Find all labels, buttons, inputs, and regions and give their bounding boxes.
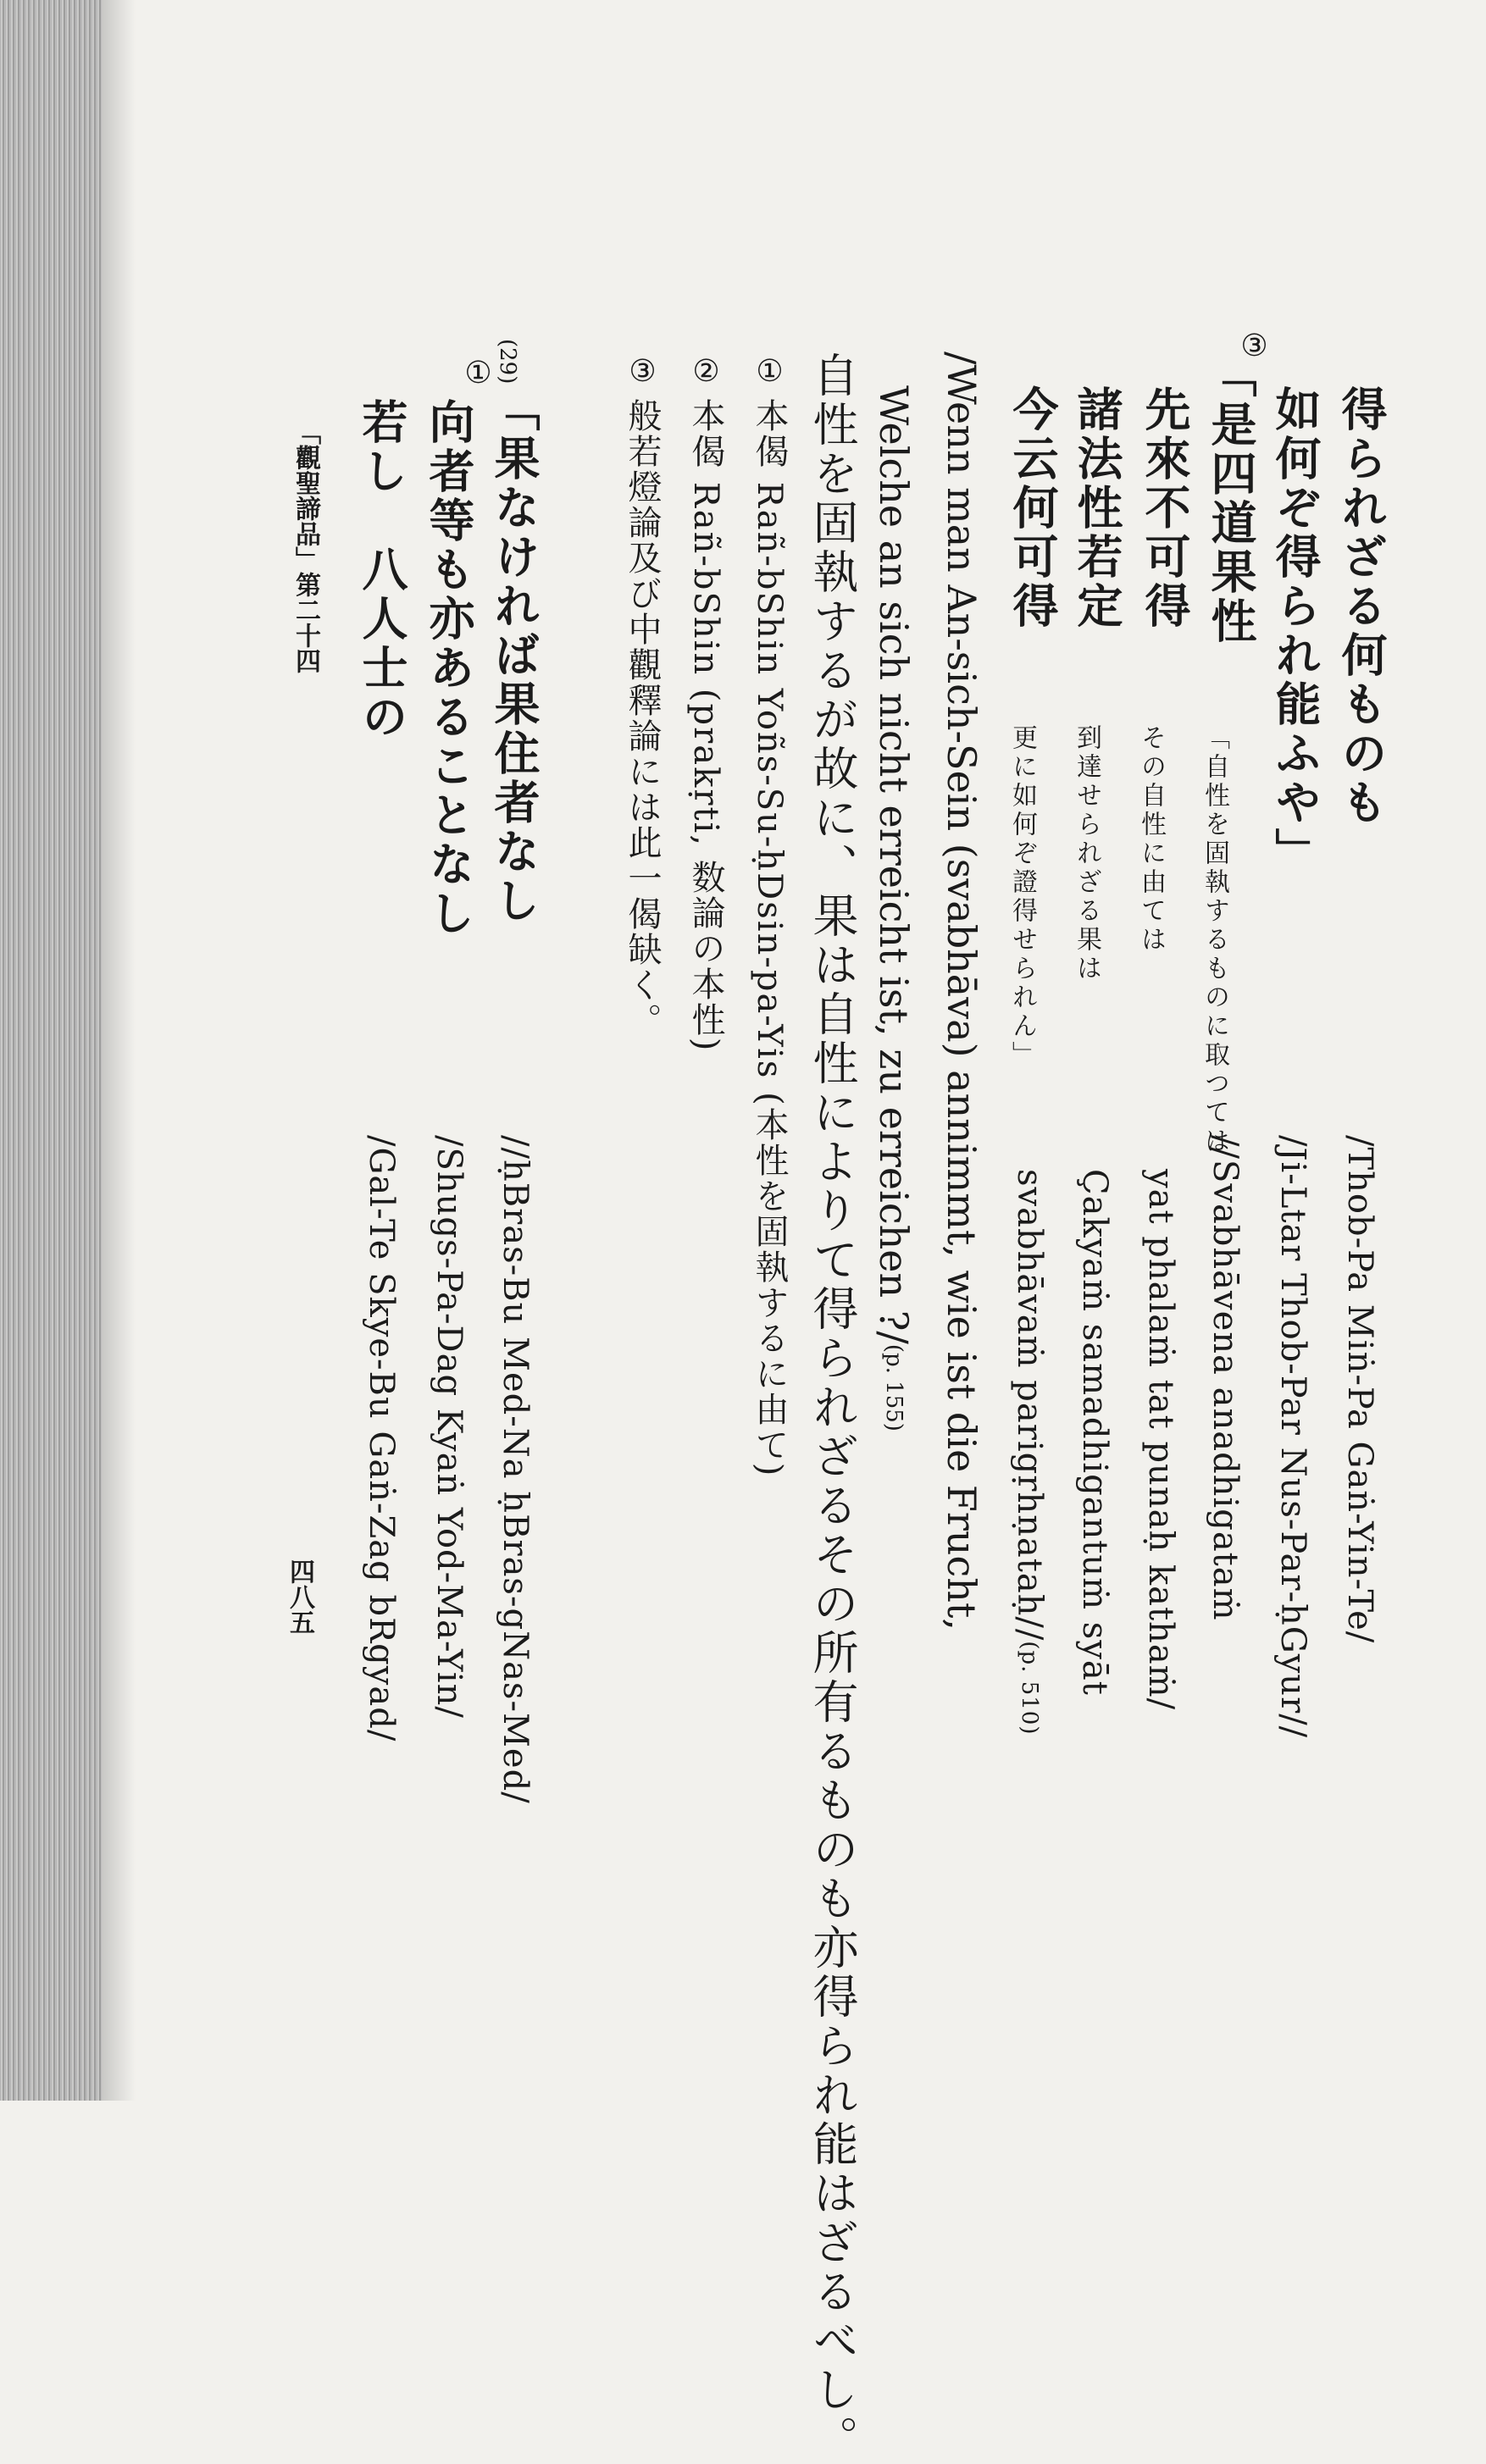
gloss-line-4: 更に如何ぞ證得せられん」	[1007, 724, 1037, 1070]
tibetan-line-1: /Thob-Pa Miṅ-Pa Gaṅ-Yin-Te/	[1340, 1135, 1379, 1644]
binding-gutter-shadow	[0, 0, 102, 2101]
verse29-line-1: 「果なければ果住者なし	[487, 385, 541, 926]
tibetan29-line-2: /Shugs-Pa-Dag Kyaṅ Yod-Ma-Yin/	[430, 1135, 469, 1719]
verse-line-6: 今云何可得	[1006, 385, 1060, 631]
footnote-1: 本偈 Rañ-bShin Yoñs-Su-ḥDsin-pa-Yis (本性を固執するに由て)	[750, 398, 789, 1478]
sanskrit-line-1: //Svabhāvena anadhigataṁ	[1206, 1135, 1245, 1621]
footnote-marker-2: ②	[689, 354, 724, 389]
verse-line-1: 得られざる何ものも	[1334, 385, 1389, 828]
verse-line-4: 先來不可得	[1138, 385, 1192, 631]
verse-line-3: 「是四道果性	[1204, 352, 1258, 646]
footnote-marker-1: ①	[752, 354, 787, 389]
note-marker-1: ①	[461, 356, 496, 390]
verse-line-5: 諸法性若定	[1070, 385, 1124, 631]
verse29-line-2: 向者等も亦あることなし	[422, 398, 476, 939]
verse29-line-3: 若し 八人士の	[355, 398, 409, 742]
gloss-line-2: その自性に由ては	[1136, 724, 1166, 955]
footnote-3: 般若燈論及び中觀釋論には此一偈缺く。	[623, 398, 662, 1038]
tibetan-line-2: /Ji-Ltar Thob-Par Nus-Par-ḥGyur//	[1273, 1135, 1312, 1739]
gloss-line-1: 「自性を固執するものに取つては	[1200, 724, 1229, 1156]
tibetan29-line-1: //ḥBras-Bu Med-Na ḥBras-gNas-Med/	[496, 1135, 535, 1804]
footnote-marker-3: ③	[625, 354, 660, 389]
german-translation-line-2: Welche an sich nicht erreicht ist, zu erreichen ?/(p. 155)	[871, 385, 917, 1431]
sanskrit-line-2: yat phalaṁ tat punaḥ kathaṁ/	[1141, 1169, 1180, 1711]
verse-line-2: 如何ぞ得られ能ふや」	[1268, 385, 1322, 877]
german-translation-line-1: /Wenn man An-sich-Sein (svabhāva) annimmt, wie ist die Frucht,	[939, 352, 984, 1631]
binding-gutter-fade	[102, 0, 136, 2101]
sanskrit-line-3: Çakyaṁ samadhigantuṁ syāt	[1075, 1169, 1114, 1696]
verse-number: (29)	[495, 339, 520, 385]
note-marker-3: ③	[1237, 329, 1272, 363]
page-number: 四八五	[285, 1559, 314, 1635]
gloss-line-3: 到達せられざる果は	[1072, 724, 1101, 983]
footnote-2: 本偈 Rañ-bShin (prakṛti, 数論の本性)	[686, 398, 725, 1053]
explanation-line: 自性を固執するが故に、果は自性によりて得られざるその所有るものも亦得られ能はざるべし。	[806, 352, 859, 2464]
running-footer-title: 「觀聖諦品」第二十四	[291, 419, 320, 673]
sanskrit-line-4: svabhāvaṁ parigṛhṇataḥ//(p. 510)	[1010, 1169, 1049, 1736]
tibetan29-line-3: /Gal-Te Skye-Bu Gaṅ-Zag bRgyad/	[362, 1135, 401, 1742]
